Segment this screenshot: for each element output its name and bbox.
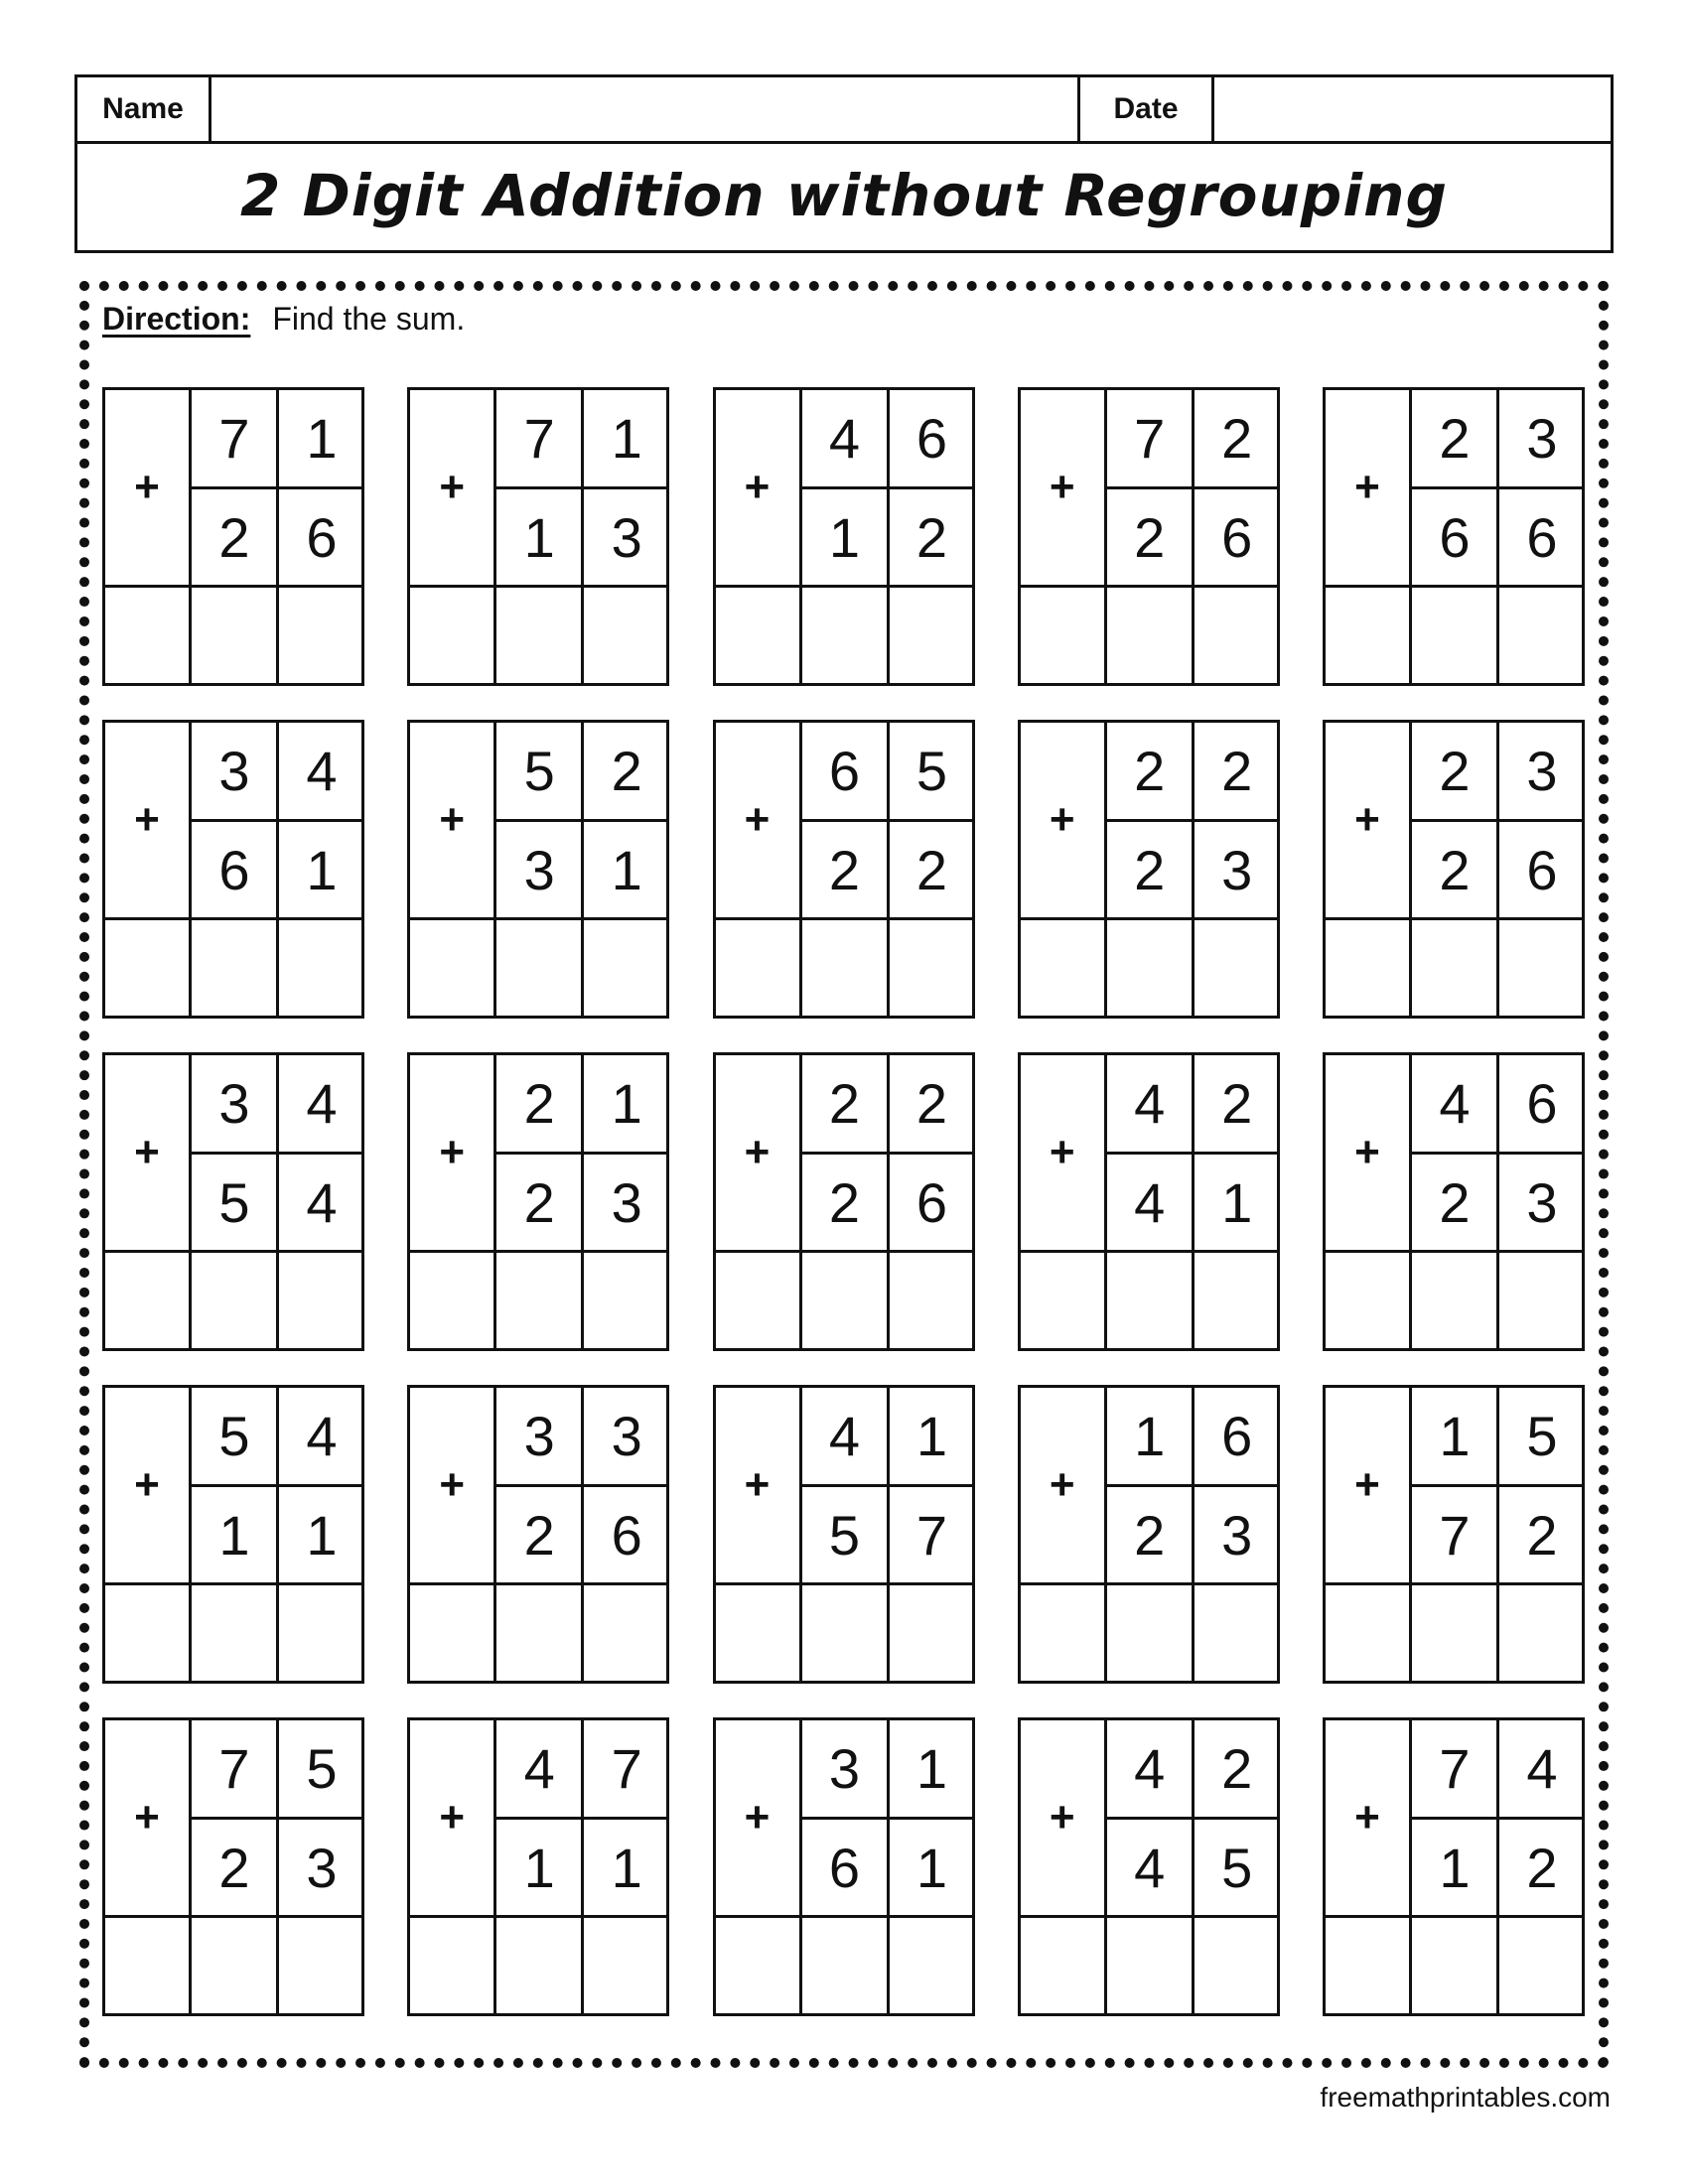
plus-sign: + <box>744 463 771 511</box>
addend-ones-digit: 4 <box>306 1171 338 1234</box>
plus-sign: + <box>744 795 771 844</box>
addend-ones-digit: 3 <box>1526 1171 1558 1234</box>
addend-tens-digit: 2 <box>218 506 250 569</box>
answer-cell-tens[interactable] <box>1107 1585 1192 1681</box>
answer-cell-hundreds[interactable] <box>1326 588 1409 683</box>
addend-ones-digit: 6 <box>1221 506 1253 569</box>
problem-box <box>1323 720 1585 1019</box>
addend-ones-digit: 6 <box>1526 506 1558 569</box>
plus-sign: + <box>1354 795 1380 844</box>
answer-cell-ones[interactable] <box>279 1918 361 2013</box>
addend-ones-digit: 5 <box>915 740 948 802</box>
addend-tens-digit: 7 <box>218 407 250 470</box>
addend-ones-digit: 2 <box>1526 1837 1558 1899</box>
addend-tens-digit: 4 <box>523 1737 555 1800</box>
addend-tens-digit: 5 <box>828 1504 861 1567</box>
answer-cell-hundreds[interactable] <box>1326 1918 1409 2013</box>
addend-ones-digit: 3 <box>611 1171 642 1234</box>
answer-cell-tens[interactable] <box>802 1585 887 1681</box>
answer-cell-ones[interactable] <box>1195 1585 1277 1681</box>
answer-cell-ones[interactable] <box>584 920 666 1016</box>
answer-cell-tens[interactable] <box>496 588 581 683</box>
answer-cell-hundreds[interactable] <box>716 920 799 1016</box>
answer-cell-tens[interactable] <box>1412 1585 1496 1681</box>
name-field[interactable] <box>211 77 1080 141</box>
addend-ones-digit: 6 <box>1526 839 1558 901</box>
addend-tens-digit: 6 <box>218 839 250 901</box>
plus-sign: + <box>439 1460 466 1509</box>
answer-cell-ones[interactable] <box>1195 1253 1277 1348</box>
answer-cell-ones[interactable] <box>1195 1918 1277 2013</box>
addend-tens-digit: 1 <box>523 1837 555 1899</box>
addend-ones-digit: 2 <box>611 740 642 802</box>
addend-tens-digit: 3 <box>523 1405 555 1467</box>
answer-cell-tens[interactable] <box>496 1918 581 2013</box>
addend-tens-digit: 1 <box>1134 1405 1166 1467</box>
plus-sign: + <box>1354 463 1380 511</box>
answer-cell-hundreds[interactable] <box>105 1585 189 1681</box>
addend-ones-digit: 1 <box>915 1737 948 1800</box>
answer-cell-tens[interactable] <box>192 920 276 1016</box>
answer-cell-hundreds[interactable] <box>716 1918 799 2013</box>
answer-cell-tens[interactable] <box>1107 1918 1192 2013</box>
answer-cell-tens[interactable] <box>496 1585 581 1681</box>
addend-tens-digit: 2 <box>523 1504 555 1567</box>
answer-cell-ones[interactable] <box>584 588 666 683</box>
problem-box <box>407 1052 669 1351</box>
worksheet-title: 2 Digit Addition without Regrouping <box>240 162 1448 229</box>
answer-cell-ones[interactable] <box>890 1253 972 1348</box>
answer-cell-hundreds[interactable] <box>716 1585 799 1681</box>
addend-tens-digit: 4 <box>1134 1072 1166 1135</box>
answer-cell-ones[interactable] <box>890 1585 972 1681</box>
addend-ones-digit: 1 <box>306 407 338 470</box>
answer-cell-hundreds[interactable] <box>1021 920 1104 1016</box>
problem-box <box>1018 1717 1280 2016</box>
addend-tens-digit: 2 <box>1134 740 1166 802</box>
addend-tens-digit: 2 <box>828 839 861 901</box>
answer-cell-tens[interactable] <box>1107 920 1192 1016</box>
plus-sign: + <box>134 1128 160 1176</box>
problem-box <box>1323 387 1585 686</box>
answer-cell-tens[interactable] <box>192 1918 276 2013</box>
plus-sign: + <box>1354 1460 1380 1509</box>
addend-tens-digit: 1 <box>1439 1837 1471 1899</box>
answer-cell-ones[interactable] <box>279 588 361 683</box>
addend-tens-digit: 7 <box>1439 1504 1471 1567</box>
answer-cell-tens[interactable] <box>802 920 887 1016</box>
addend-tens-digit: 1 <box>523 506 555 569</box>
answer-cell-ones[interactable] <box>1499 920 1582 1016</box>
addend-ones-digit: 2 <box>1221 740 1253 802</box>
addend-ones-digit: 3 <box>1526 740 1558 802</box>
answer-cell-hundreds[interactable] <box>1021 1253 1104 1348</box>
answer-cell-ones[interactable] <box>1499 1585 1582 1681</box>
direction-text: Find the sum. <box>272 301 466 337</box>
answer-cell-hundreds[interactable] <box>105 920 189 1016</box>
plus-sign: + <box>744 1793 771 1842</box>
site-credit: freemathprintables.com <box>1320 2082 1611 2113</box>
problem-box <box>407 387 669 686</box>
problem-box <box>1018 1385 1280 1684</box>
answer-cell-hundreds[interactable] <box>105 588 189 683</box>
addend-ones-digit: 1 <box>611 839 642 901</box>
date-label: Date <box>1080 77 1214 141</box>
plus-sign: + <box>1049 795 1075 844</box>
addend-ones-digit: 4 <box>306 1072 338 1135</box>
problem-box <box>1323 1717 1585 2016</box>
addend-ones-digit: 3 <box>611 1405 642 1467</box>
addend-tens-digit: 7 <box>523 407 555 470</box>
addend-ones-digit: 1 <box>915 1405 948 1467</box>
answer-cell-ones[interactable] <box>1499 1253 1582 1348</box>
addend-tens-digit: 2 <box>1134 506 1166 569</box>
answer-cell-hundreds[interactable] <box>410 920 493 1016</box>
answer-cell-tens[interactable] <box>1107 1253 1192 1348</box>
addend-ones-digit: 2 <box>1221 407 1253 470</box>
problem-box <box>407 1385 669 1684</box>
addend-tens-digit: 2 <box>218 1837 250 1899</box>
addend-tens-digit: 5 <box>523 740 555 802</box>
problem-box <box>407 1717 669 2016</box>
problem-box <box>102 387 364 686</box>
addend-tens-digit: 7 <box>1134 407 1166 470</box>
plus-sign: + <box>1354 1793 1380 1842</box>
addend-ones-digit: 6 <box>611 1504 642 1567</box>
addend-tens-digit: 6 <box>1439 506 1471 569</box>
addend-ones-digit: 6 <box>1221 1405 1253 1467</box>
plus-sign: + <box>1049 1460 1075 1509</box>
answer-cell-tens[interactable] <box>1412 920 1496 1016</box>
addend-tens-digit: 7 <box>218 1737 250 1800</box>
name-date-row <box>77 77 1611 144</box>
addend-ones-digit: 1 <box>915 1837 948 1899</box>
answer-cell-tens[interactable] <box>496 920 581 1016</box>
addend-ones-digit: 2 <box>1526 1504 1558 1567</box>
answer-cell-ones[interactable] <box>1499 588 1582 683</box>
plus-sign: + <box>439 463 466 511</box>
addend-tens-digit: 2 <box>1134 1504 1166 1567</box>
addend-ones-digit: 2 <box>1221 1737 1253 1800</box>
addend-tens-digit: 4 <box>1134 1737 1166 1800</box>
plus-sign: + <box>439 1128 466 1176</box>
plus-sign: + <box>134 463 160 511</box>
name-label: Name <box>77 77 211 141</box>
answer-cell-tens[interactable] <box>802 588 887 683</box>
answer-cell-tens[interactable] <box>802 1918 887 2013</box>
answer-cell-ones[interactable] <box>1195 588 1277 683</box>
problem-box <box>713 1052 975 1351</box>
problem-box <box>102 720 364 1019</box>
problem-box <box>1018 720 1280 1019</box>
addend-ones-digit: 4 <box>1526 1737 1558 1800</box>
answer-cell-ones[interactable] <box>279 1253 361 1348</box>
addend-tens-digit: 2 <box>1134 839 1166 901</box>
addend-ones-digit: 1 <box>306 1504 338 1567</box>
addend-ones-digit: 4 <box>306 1405 338 1467</box>
addend-ones-digit: 3 <box>611 506 642 569</box>
addend-tens-digit: 6 <box>828 740 861 802</box>
addend-tens-digit: 1 <box>218 1504 250 1567</box>
answer-cell-hundreds[interactable] <box>716 588 799 683</box>
answer-cell-hundreds[interactable] <box>1021 1918 1104 2013</box>
addend-ones-digit: 1 <box>1221 1171 1253 1234</box>
addend-ones-digit: 5 <box>1526 1405 1558 1467</box>
addend-ones-digit: 5 <box>1221 1837 1253 1899</box>
answer-cell-tens[interactable] <box>1107 588 1192 683</box>
addend-ones-digit: 2 <box>1221 1072 1253 1135</box>
addend-tens-digit: 2 <box>1439 740 1471 802</box>
addend-ones-digit: 6 <box>306 506 338 569</box>
problem-box <box>1018 387 1280 686</box>
addend-ones-digit: 3 <box>306 1837 338 1899</box>
addend-ones-digit: 6 <box>1526 1072 1558 1135</box>
answer-cell-hundreds[interactable] <box>1021 588 1104 683</box>
addend-tens-digit: 1 <box>1439 1405 1471 1467</box>
addend-tens-digit: 2 <box>828 1072 861 1135</box>
addend-tens-digit: 1 <box>828 506 861 569</box>
answer-cell-tens[interactable] <box>802 1253 887 1348</box>
answer-cell-hundreds[interactable] <box>410 1918 493 2013</box>
problem-box <box>1323 1052 1585 1351</box>
addend-tens-digit: 4 <box>1439 1072 1471 1135</box>
problem-box <box>407 720 669 1019</box>
addend-ones-digit: 3 <box>1221 839 1253 901</box>
answer-cell-hundreds[interactable] <box>410 588 493 683</box>
addend-tens-digit: 2 <box>1439 1171 1471 1234</box>
answer-cell-hundreds[interactable] <box>105 1918 189 2013</box>
addend-ones-digit: 5 <box>306 1737 338 1800</box>
addend-tens-digit: 2 <box>523 1072 555 1135</box>
plus-sign: + <box>1354 1128 1380 1176</box>
answer-cell-hundreds[interactable] <box>1326 1253 1409 1348</box>
plus-sign: + <box>1049 463 1075 511</box>
plus-sign: + <box>134 1460 160 1509</box>
problem-box <box>102 1385 364 1684</box>
addend-ones-digit: 1 <box>611 407 642 470</box>
plus-sign: + <box>744 1128 771 1176</box>
answer-cell-ones[interactable] <box>1195 920 1277 1016</box>
addend-tens-digit: 4 <box>828 1405 861 1467</box>
problem-box <box>713 387 975 686</box>
answer-cell-ones[interactable] <box>890 588 972 683</box>
addend-ones-digit: 6 <box>915 407 948 470</box>
addend-tens-digit: 2 <box>1439 839 1471 901</box>
addend-tens-digit: 2 <box>828 1171 861 1234</box>
addend-ones-digit: 3 <box>1526 407 1558 470</box>
problem-box <box>102 1717 364 2016</box>
problem-box <box>1018 1052 1280 1351</box>
addend-tens-digit: 4 <box>1134 1837 1166 1899</box>
addend-tens-digit: 5 <box>218 1171 250 1234</box>
addend-tens-digit: 2 <box>1439 407 1471 470</box>
answer-cell-ones[interactable] <box>1499 1918 1582 2013</box>
problem-box <box>713 1385 975 1684</box>
answer-cell-hundreds[interactable] <box>410 1585 493 1681</box>
plus-sign: + <box>439 795 466 844</box>
answer-cell-tens[interactable] <box>1412 588 1496 683</box>
answer-cell-ones[interactable] <box>890 1918 972 2013</box>
problem-box <box>713 720 975 1019</box>
addend-ones-digit: 2 <box>915 839 948 901</box>
direction-label: Direction: <box>102 301 251 337</box>
problem-box <box>102 1052 364 1351</box>
addend-ones-digit: 6 <box>915 1171 948 1234</box>
answer-cell-hundreds[interactable] <box>716 1253 799 1348</box>
addend-ones-digit: 7 <box>611 1737 642 1800</box>
addend-ones-digit: 3 <box>1221 1504 1253 1567</box>
date-field[interactable] <box>1214 77 1611 141</box>
answer-cell-ones[interactable] <box>584 1585 666 1681</box>
addend-ones-digit: 2 <box>915 1072 948 1135</box>
plus-sign: + <box>744 1460 771 1509</box>
addend-tens-digit: 7 <box>1439 1737 1471 1800</box>
answer-cell-hundreds[interactable] <box>410 1253 493 1348</box>
addend-tens-digit: 4 <box>1134 1171 1166 1234</box>
answer-cell-ones[interactable] <box>584 1918 666 2013</box>
answer-cell-ones[interactable] <box>279 1585 361 1681</box>
answer-cell-hundreds[interactable] <box>1326 920 1409 1016</box>
problem-grid <box>102 387 1585 2016</box>
plus-sign: + <box>439 1793 466 1842</box>
answer-cell-tens[interactable] <box>192 1253 276 1348</box>
addend-tens-digit: 6 <box>828 1837 861 1899</box>
addend-tens-digit: 5 <box>218 1405 250 1467</box>
answer-cell-hundreds[interactable] <box>1021 1585 1104 1681</box>
plus-sign: + <box>1049 1793 1075 1842</box>
addend-ones-digit: 4 <box>306 740 338 802</box>
answer-cell-hundreds[interactable] <box>105 1253 189 1348</box>
problem-box <box>713 1717 975 2016</box>
addend-ones-digit: 1 <box>611 1072 642 1135</box>
answer-cell-tens[interactable] <box>192 588 276 683</box>
addend-ones-digit: 1 <box>611 1837 642 1899</box>
answer-cell-tens[interactable] <box>1412 1918 1496 2013</box>
addend-tens-digit: 3 <box>218 1072 250 1135</box>
addend-tens-digit: 2 <box>523 1171 555 1234</box>
answer-cell-ones[interactable] <box>584 1253 666 1348</box>
direction-line <box>102 301 465 338</box>
answer-cell-tens[interactable] <box>1412 1253 1496 1348</box>
addend-ones-digit: 1 <box>306 839 338 901</box>
addend-tens-digit: 3 <box>828 1737 861 1800</box>
addend-tens-digit: 3 <box>523 839 555 901</box>
answer-cell-ones[interactable] <box>890 920 972 1016</box>
addend-tens-digit: 4 <box>828 407 861 470</box>
plus-sign: + <box>1049 1128 1075 1176</box>
header-box <box>74 74 1614 253</box>
addend-tens-digit: 3 <box>218 740 250 802</box>
answer-cell-tens[interactable] <box>192 1585 276 1681</box>
answer-cell-ones[interactable] <box>279 920 361 1016</box>
answer-cell-hundreds[interactable] <box>1326 1585 1409 1681</box>
plus-sign: + <box>134 1793 160 1842</box>
addend-ones-digit: 2 <box>915 506 948 569</box>
problem-box <box>1323 1385 1585 1684</box>
answer-cell-tens[interactable] <box>496 1253 581 1348</box>
addend-ones-digit: 7 <box>915 1504 948 1567</box>
plus-sign: + <box>134 795 160 844</box>
